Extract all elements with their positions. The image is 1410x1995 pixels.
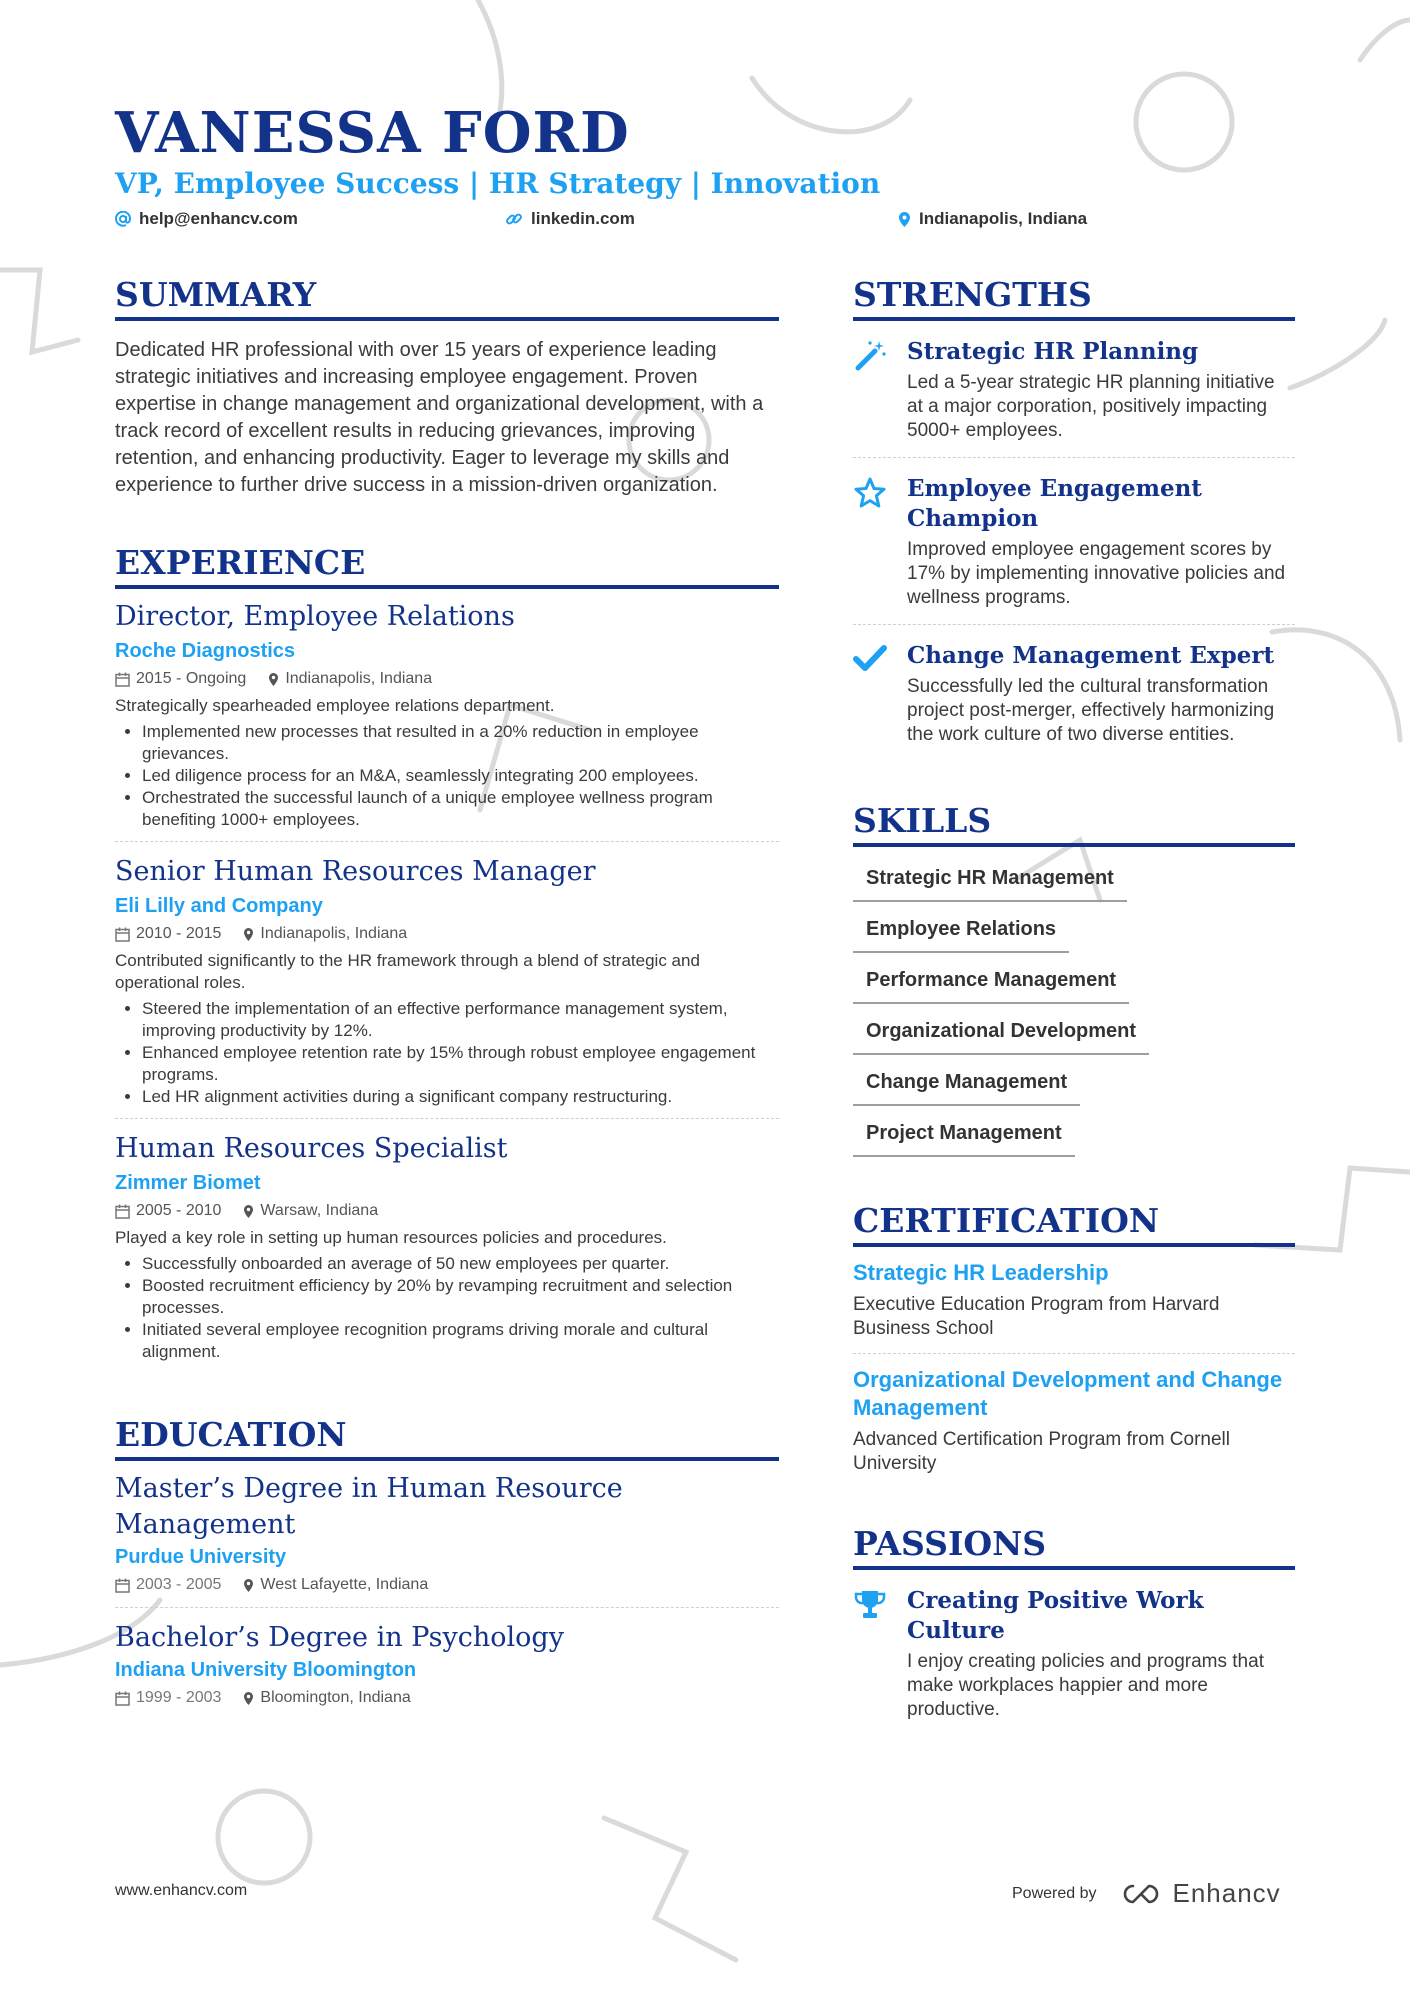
certification-heading: CERTIFICATION — [853, 1201, 1295, 1247]
job-title: Human Resources Specialist — [115, 1133, 508, 1164]
experience-item — [115, 1131, 779, 1373]
brand-name: Enhancv — [1172, 1878, 1281, 1908]
experience-section — [115, 543, 779, 1373]
link-icon — [505, 210, 523, 228]
passions-heading: PASSIONS — [853, 1524, 1295, 1570]
star-icon — [853, 476, 887, 510]
skill-tag: Performance Management — [853, 957, 1129, 1004]
job-bullet: • Boosted recruitment efficiency by 20% by revamping recruitment and selection processes. — [142, 1275, 779, 1319]
calendar-icon — [115, 1204, 130, 1219]
linkedin-text: linkedin.com — [531, 209, 635, 228]
summary-heading: SUMMARY — [115, 275, 779, 321]
certification-item — [853, 1247, 1295, 1354]
contact-location — [898, 207, 1087, 231]
job-bullets — [115, 721, 779, 831]
footer-branding — [1012, 1878, 1281, 1909]
education-meta — [115, 1573, 779, 1597]
education-dates: 1999 - 2003 — [136, 1689, 222, 1706]
job-bullet: • Enhanced employee retention rate by 15% through robust employee engagement programs. — [142, 1042, 779, 1086]
magic-wand-icon — [853, 339, 887, 373]
job-dates: 2010 - 2015 — [136, 925, 222, 942]
education-item — [115, 1471, 779, 1608]
certification-description: Advanced Certification Program from Cornell University — [853, 1429, 1230, 1474]
education-section — [115, 1415, 779, 1720]
job-meta — [115, 1199, 779, 1223]
checkmark-icon — [853, 643, 887, 673]
job-bullet: • Orchestrated the successful launch of a unique employee wellness program benefiting 1000+ employees. — [142, 787, 779, 831]
certification-title: Organizational Development and Change Management — [853, 1367, 1283, 1420]
job-meta — [115, 922, 779, 946]
candidate-tagline: VP, Employee Success | HR Strategy | Innovation — [115, 167, 881, 200]
job-location: Indianapolis, Indiana — [260, 925, 408, 942]
experience-item — [115, 854, 779, 1119]
summary-text: Dedicated HR professional with over 15 years of experience leading strategic initiatives and increasing employee engagement. Proven expertise in change management and organizational development, with a track record of excellent results in reducing grievances, improving retention, and enhancing productivity. Eager to leverage my skills and experience to further drive success in a mission-driven organization. — [115, 339, 764, 496]
certification-description: Executive Education Program from Harvard Business School — [853, 1294, 1220, 1339]
job-bullets — [115, 998, 779, 1108]
job-meta — [115, 667, 779, 691]
job-location: Warsaw, Indiana — [260, 1202, 379, 1219]
strengths-heading: STRENGTHS — [853, 275, 1295, 321]
job-description: Strategically spearheaded employee relations department. — [115, 696, 555, 715]
contact-linkedin[interactable] — [505, 207, 635, 231]
education-item — [115, 1620, 779, 1720]
strength-description: Successfully led the cultural transformation project post-merger, effectively harmonizing the work culture of two diverse entities. — [907, 676, 1275, 745]
education-location: Bloomington, Indiana — [260, 1689, 411, 1706]
company-name: Roche Diagnostics — [115, 640, 296, 662]
school-name: Indiana University Bloomington — [115, 1659, 417, 1681]
experience-heading: EXPERIENCE — [115, 543, 779, 589]
skill-tag: Organizational Development — [853, 1008, 1149, 1055]
strength-title: Change Management Expert — [907, 642, 1275, 669]
footer-website[interactable]: www.enhancv.com — [115, 1882, 248, 1899]
trophy-icon — [853, 1588, 887, 1622]
job-description: Played a key role in setting up human resources policies and procedures. — [115, 1228, 667, 1247]
calendar-icon — [115, 1691, 130, 1706]
skill-tag: Employee Relations — [853, 906, 1069, 953]
certification-item — [853, 1354, 1295, 1488]
skills-heading: SKILLS — [853, 801, 1295, 847]
candidate-name: VANESSA FORD — [115, 100, 630, 166]
powered-by-label: Powered by — [1012, 1884, 1097, 1902]
job-title: Senior Human Resources Manager — [115, 856, 596, 887]
job-bullet: • Implemented new processes that resulted in a 20% reduction in employee grievances. — [142, 721, 779, 765]
location-text: Indianapolis, Indiana — [919, 209, 1088, 228]
passion-title: Creating Positive Work Culture — [907, 1587, 1204, 1644]
company-name: Zimmer Biomet — [115, 1172, 261, 1194]
job-bullet: • Steered the implementation of an effective performance management system, improving productivity by 12%. — [142, 998, 779, 1042]
education-heading: EDUCATION — [115, 1415, 779, 1461]
skill-tag: Change Management — [853, 1059, 1080, 1106]
location-pin-icon — [243, 1578, 254, 1593]
summary-section — [115, 275, 779, 499]
education-dates: 2003 - 2005 — [136, 1576, 222, 1593]
job-description: Contributed significantly to the HR framework through a blend of strategic and operational roles. — [115, 951, 700, 992]
calendar-icon — [115, 672, 130, 687]
passions-section — [853, 1524, 1295, 1736]
enhancv-logo-icon — [1119, 1882, 1165, 1906]
left-column — [115, 275, 779, 1720]
strength-item — [853, 625, 1295, 761]
skill-tag: Strategic HR Management — [853, 855, 1127, 902]
education-meta — [115, 1686, 779, 1710]
location-pin-icon — [243, 1691, 254, 1706]
location-pin-icon — [898, 211, 911, 228]
calendar-icon — [115, 1578, 130, 1593]
email-text: help@enhancv.com — [139, 209, 298, 228]
job-dates: 2015 - Ongoing — [136, 670, 247, 687]
job-title: Director, Employee Relations — [115, 601, 515, 632]
passion-description: I enjoy creating policies and programs that make workplaces happier and more productive. — [907, 1651, 1264, 1720]
job-location: Indianapolis, Indiana — [285, 670, 433, 687]
location-pin-icon — [243, 1204, 254, 1219]
job-bullet: • Led HR alignment activities during a significant company restructuring. — [142, 1086, 779, 1108]
contact-email[interactable] — [115, 207, 298, 231]
strength-item — [853, 458, 1295, 625]
school-name: Purdue University — [115, 1546, 287, 1568]
skill-tag: Project Management — [853, 1110, 1075, 1157]
certification-title: Strategic HR Leadership — [853, 1260, 1109, 1285]
strength-description: Led a 5-year strategic HR planning initiative at a major corporation, positively impacting 5000+ employees. — [907, 372, 1275, 441]
passion-item — [853, 1570, 1295, 1736]
right-column — [853, 275, 1295, 1736]
strength-item — [853, 321, 1295, 458]
job-bullets — [115, 1253, 779, 1363]
degree-title: Bachelor’s Degree in Psychology — [115, 1622, 564, 1653]
company-name: Eli Lilly and Company — [115, 895, 323, 917]
at-icon — [115, 211, 131, 227]
certification-section — [853, 1201, 1295, 1488]
location-pin-icon — [268, 672, 279, 687]
experience-item — [115, 599, 779, 842]
strength-description: Improved employee engagement scores by 17% by implementing innovative policies and wellness programs. — [907, 539, 1286, 608]
job-bullet: • Successfully onboarded an average of 50 new employees per quarter. — [142, 1253, 779, 1275]
strength-title: Strategic HR Planning — [907, 338, 1199, 365]
job-bullet: • Initiated several employee recognition programs driving morale and cultural alignment. — [142, 1319, 779, 1363]
skills-section — [853, 801, 1295, 1157]
strength-title: Employee Engagement Champion — [907, 475, 1202, 532]
calendar-icon — [115, 927, 130, 942]
job-bullet: • Led diligence process for an M&A, seamlessly integrating 200 employees. — [142, 765, 779, 787]
education-location: West Lafayette, Indiana — [260, 1576, 429, 1593]
degree-title: Master’s Degree in Human Resource Management — [115, 1473, 623, 1540]
strengths-section — [853, 275, 1295, 761]
location-pin-icon — [243, 927, 254, 942]
job-dates: 2005 - 2010 — [136, 1202, 222, 1219]
